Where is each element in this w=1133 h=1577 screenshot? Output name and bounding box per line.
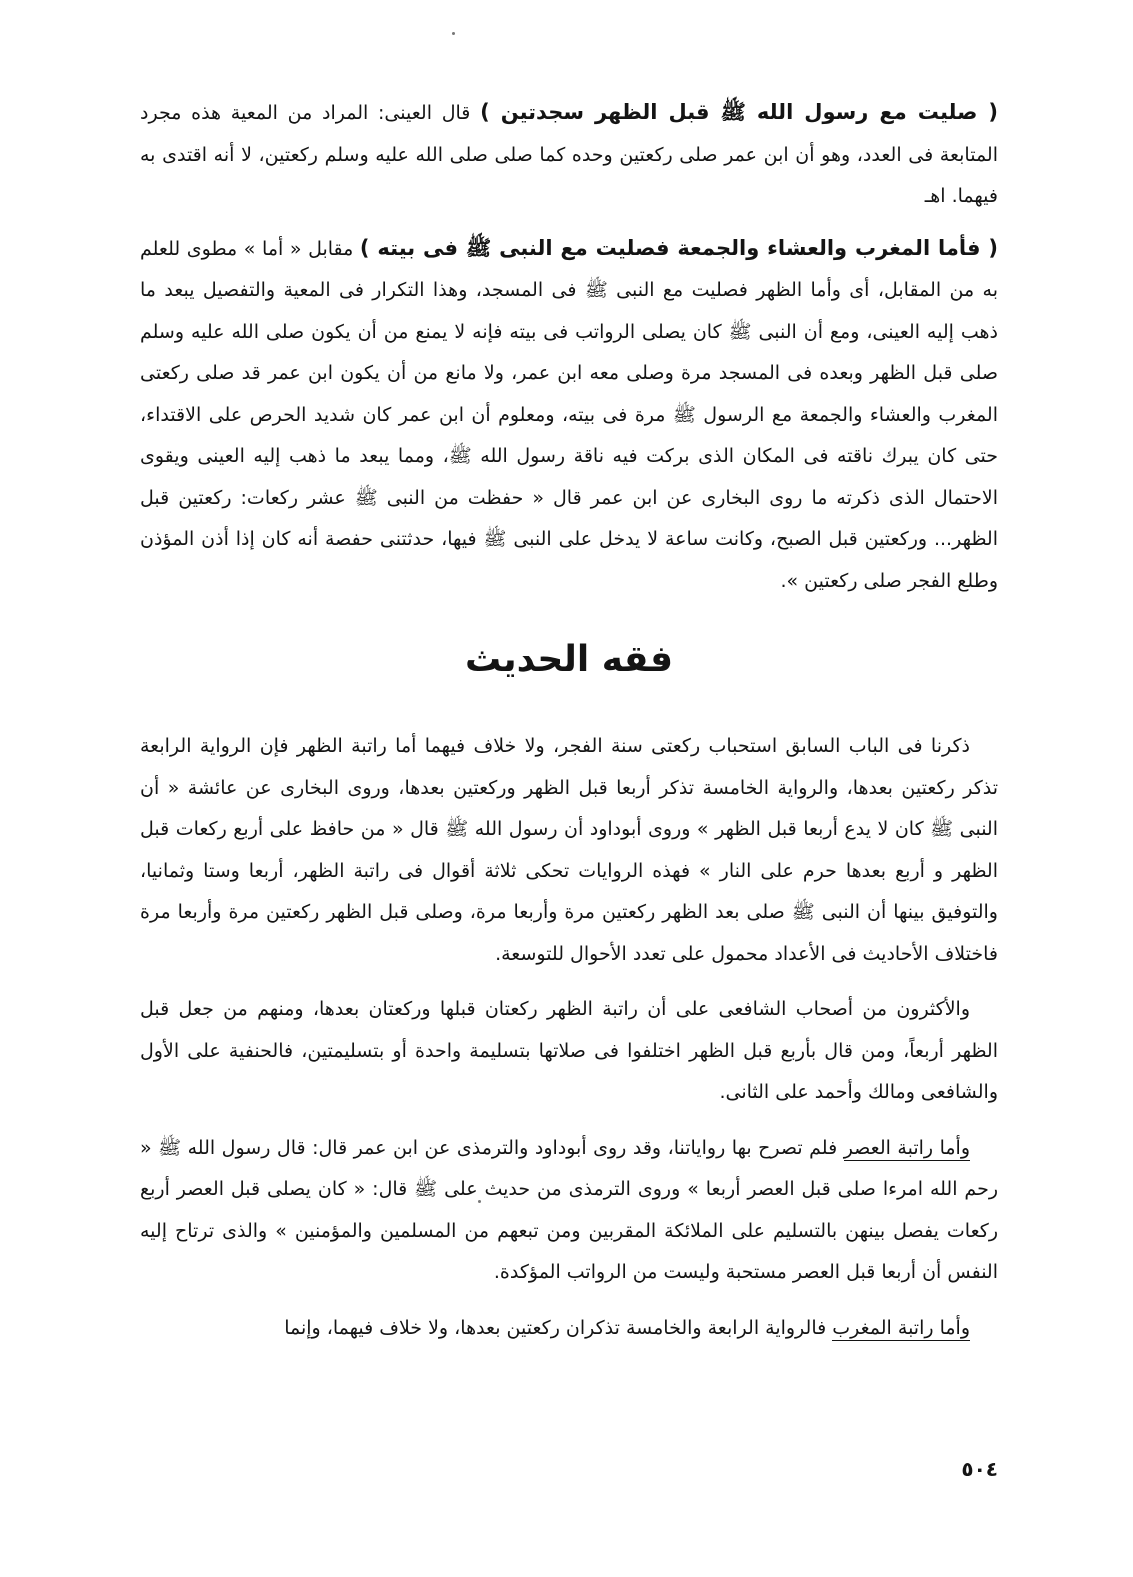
paragraph-hadith-2: [140, 228, 998, 603]
commentary-text: مقابل « أما » مطوى للعلم به من المقابل، أى وأما الظهر فصليت مع النبى ﷺ فى المسجد، وهذا التكرار فى المعية والتفصيل يبعد ما ذهب إليه العينى، ومع أن النبى ﷺ كان يصلى الرواتب فى بيته فإنه لا يمنع من أن يكون صلى الله عليه وسلم صلى قبل الظهر وبعده فى المسجد مرة وصلى معه ابن عمر، ولا مانع من أن يكون ابن عمر قد صلى ركعتى المغرب والعشاء والجمعة مع الرسول ﷺ مرة فى بيته، ومعلوم أن ابن عمر كان شديد الحرص على الاقتداء، حتى كان يبرك ناقته فى المكان الذى بركت فيه ناقة رسول الله ﷺ، ومما يبعد ما ذهب إليه العينى ويقوى الاحتمال الذى ذكرته ما روى البخارى عن ابن عمر قال « حفظت من النبى ﷺ عشر ركعات: ركعتين قبل الظهر... وركعتين قبل الصبح، وكانت ساعة لا يدخل على النبى ﷺ فيها، حدثتنى حفصة أنه كان إذا أذن المؤذن وطلع الفجر صلى ركعتين ».: [140, 237, 998, 592]
paragraph-maghrib: [140, 1308, 998, 1350]
commentary-text: قال العينى: المراد من المعية هذه مجرد المتابعة فى العدد، وهو أن ابن عمر صلى ركعتين وحده كما صلى صلى الله عليه وسلم ركعتين، لا أنه اقتدى به فيهما. اهـ: [140, 102, 998, 207]
paragraph-hadith-1: [140, 92, 998, 218]
paragraph-fiqh-dhuhr: ذكرنا فى الباب السابق استحباب ركعتى سنة الفجر، ولا خلاف فيهما أما راتبة الظهر فإن الرواية الرابعة تذكر ركعتين بعدها، والرواية الخامسة تذكر أربعا قبل الظهر وركعتين بعدها، وروى البخارى عن عائشة « أن النبى ﷺ كان لا يدع أربعا قبل الظهر » وروى أبوداود أن رسول الله ﷺ قال « من حافظ على أربع ركعات قبل الظهر و أربع بعدها حرم على النار » فهذه الروايات تحكى ثلاثة أقوال فى راتبة الظهر، أربعا وستا وثمانيا، والتوفيق بينها أن النبى ﷺ صلى بعد الظهر ركعتين مرة وأربعا مرة، وصلى قبل الظهر ركعتين مرة وأربعا مرة فاختلاف الأحاديث فى الأعداد محمول على تعدد الأحوال للتوسعة.: [140, 735, 998, 965]
page-number: ٥٠٤: [961, 1457, 998, 1481]
asr-lead-underlined: وأما راتبة العصر: [843, 1136, 970, 1159]
scan-speck: [452, 32, 455, 35]
paragraph-asr: [140, 1128, 998, 1294]
hadith-quote: ( فأما المغرب والعشاء والجمعة فصليت مع النبى ﷺ فى بيته ): [359, 235, 998, 260]
hadith-quote: ( صليت مع رسول الله ﷺ قبل الظهر سجدتين ): [480, 100, 999, 124]
section-heading: فقه الحديث: [464, 639, 674, 680]
maghrib-text: فالرواية الرابعة والخامسة تذكران ركعتين بعدها، ولا خلاف فيهما، وإنما: [284, 1316, 833, 1339]
document-page: [140, 92, 998, 1577]
paragraph-shafii-view: والأكثرون من أصحاب الشافعى على أن راتبة الظهر ركعتان قبلها وركعتان بعدها، ومنهم من جعل قبل الظهر أربعاً، ومن قال بأربع قبل الظهر اختلفوا فى صلاتها بتسليمة واحدة أو بتسليمتين، فالحنفية على الأول والشافعى ومالك وأحمد على الثانى.: [140, 998, 998, 1103]
maghrib-lead-underlined: وأما راتبة المغرب: [832, 1316, 970, 1339]
asr-text: فلم تصرح بها رواياتنا، وقد روى أبوداود والترمذى عن ابن عمر قال: قال رسول الله ﷺ « رحم الله امرءا صلى قبل العصر أربعا » وروى الترمذى من حديث على ﷺ قال: « كان يصلى قبل العصر أربع ركعات يفصل بينهن بالتسليم على الملائكة المقربين ومن تبعهم من المسلمين والمؤمنين » والذى ترتاح إليه النفس أن أربعا قبل العصر مستحبة وليست من الرواتب المؤكدة.: [140, 1136, 998, 1283]
